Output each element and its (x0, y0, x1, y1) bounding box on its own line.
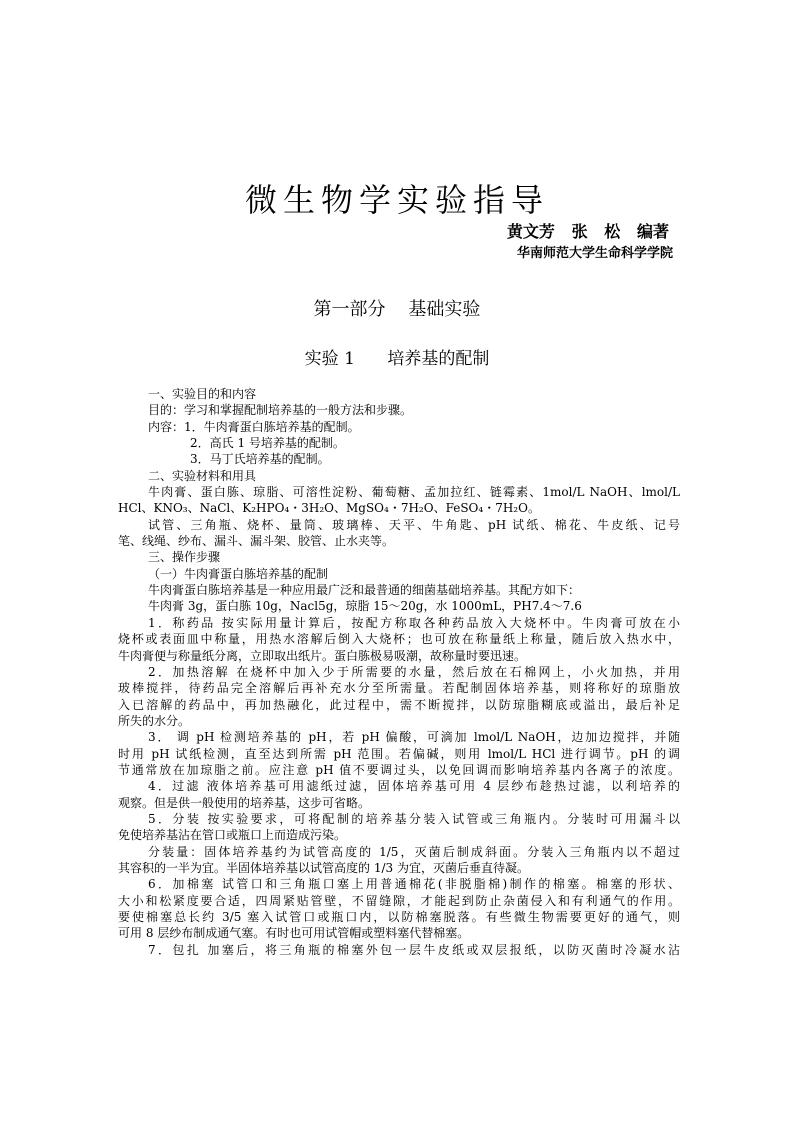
text-line: 目的：学习和掌握配制培养基的一般方法和步骤。 (148, 403, 413, 418)
text-line: 2．高氏 1 号培养基的配制。 (190, 436, 345, 451)
text-line: 可用 8 层纱布制成通气塞。有时也可用试管帽或塑料塞代替棉塞。 (118, 926, 470, 941)
text-line: 观察。但是供一般使用的培养基，这步可省略。 (118, 795, 371, 810)
section-heading-purpose: 一、实验目的和内容 (148, 387, 257, 401)
section-heading-materials: 二、实验材料和用具 (148, 468, 257, 483)
text-line: 笔、线绳、纱布、漏斗、漏斗架、胶管、止水夹等。 (118, 534, 395, 549)
text-line: 4．过滤 液体培养基可用滤纸过滤，固体培养基可用 4 层纱布趁热过滤，以利培养的 (148, 779, 680, 794)
text-line: 其容积的一半为宜。半固体培养基以试管高度的 1/3 为宜，灭菌后垂直待凝。 (118, 860, 529, 875)
subsection-heading: （一）牛肉膏蛋白胨培养基的配制 (148, 566, 329, 581)
part-heading: 第一部分 基础实验 (313, 299, 481, 320)
text-line: 牛肉膏便与称量纸分离，立即取出纸片。蛋白胨极易吸潮，故称量时要迅速。 (118, 648, 527, 663)
experiment-heading: 实验 1 培养基的配制 (304, 349, 490, 369)
text-line: 3． 调 pH 检测培养基的 pH，若 pH 偏酸，可滴加 lmol/L NaOH，边加边搅拌，并随 (148, 730, 680, 745)
text-line: 1．称药品 按实际用量计算后，按配方称取各种药品放入大烧杯中。牛肉膏可放在小 (148, 615, 680, 630)
text-line: 牛肉膏、蛋白胨、琼脂、可溶性淀粉、葡萄糖、孟加拉红、链霉素、1mol/L NaOH、lmol/L (148, 485, 680, 500)
body-text (118, 386, 680, 958)
text-line: 时用 pH 试纸检测，直至达到所需 pH 范围。若偏碱，则用 lmol/L HCl 进行调节。pH 的调 (118, 746, 680, 761)
affiliation-line: 华南师范大学生命科学学院 (516, 246, 673, 261)
text-line: 牛肉膏蛋白胨培养基是一种应用最广泛和最普通的细菌基础培养基。其配方如下： (148, 583, 581, 598)
text-line: 试管、三角瓶、烧杯、量筒、玻璃棒、天平、牛角匙、pH 试纸、棉花、牛皮纸、记号 (148, 517, 680, 532)
text-line: 内容：1．牛肉膏蛋白胨培养基的配制。 (148, 419, 360, 434)
text-line: 节通常放在加琼脂之前。应注意 pH 值不要调过头，以免回调而影响培养基内各离子的浓度。 (118, 762, 680, 777)
document-title: 微生物学实验指导 (244, 181, 549, 219)
text-line: HCl、KNO₃、NaCl、K₂HPO₄・3H₂O、MgSO₄・7H₂O、FeSO₄・7H₂O。 (118, 501, 540, 516)
text-line: 2．加热溶解 在烧杯中加入少于所需要的水量，然后放在石棉网上，小火加热，并用 (148, 664, 680, 679)
section-heading-procedure: 三、操作步骤 (148, 550, 221, 565)
formula-line: 牛肉膏 3g，蛋白胨 10g，Nacl5g，琼脂 15～20g，水 1000mL，PH7.4～7.6 (148, 599, 582, 614)
text-line: 免使培养基沾在管口或瓶口上而造成污染。 (118, 828, 347, 843)
text-line: 5．分装 按实验要求，可将配制的培养基分装入试管或三角瓶内。分装时可用漏斗以 (148, 811, 680, 826)
text-line: 烧杯或表面皿中称量，用热水溶解后倒入大烧杯；也可放在称量纸上称量，随后放入热水中， (118, 632, 680, 647)
text-line: 分装量：固体培养基约为试管高度的 1/5，灭菌后制成斜面。分装入三角瓶内以不超过 (148, 844, 680, 859)
text-line: 入已溶解的药品中，再加热融化，此过程中，需不断搅拌，以防琼脂糊底或溢出，最后补足 (118, 697, 680, 712)
text-line: 大小和松紧度要合适，四周紧贴管壁，不留缝隙，才能起到防止杂菌侵入和有利通气的作用。 (118, 893, 680, 908)
text-line: 玻棒搅拌，待药品完全溶解后再补充水分至所需量。若配制固体培养基，则将称好的琼脂放 (118, 681, 680, 696)
text-line: 要使棉塞总长约 3/5 塞入试管口或瓶口内，以防棉塞脱落。有些微生物需要更好的通气，则 (118, 910, 680, 924)
text-line: 3．马丁氏培养基的配制。 (190, 452, 330, 467)
authors-line: 黄文芳 张 松 编著 (506, 222, 669, 241)
text-line: 7．包扎 加塞后，将三角瓶的棉塞外包一层牛皮纸或双层报纸，以防灭菌时冷凝水沾 (148, 942, 680, 957)
text-line: 所失的水分。 (118, 713, 191, 728)
text-line: 6．加棉塞 试管口和三角瓶口塞上用普通棉花(非脱脂棉)制作的棉塞。棉塞的形状、 (148, 877, 680, 892)
